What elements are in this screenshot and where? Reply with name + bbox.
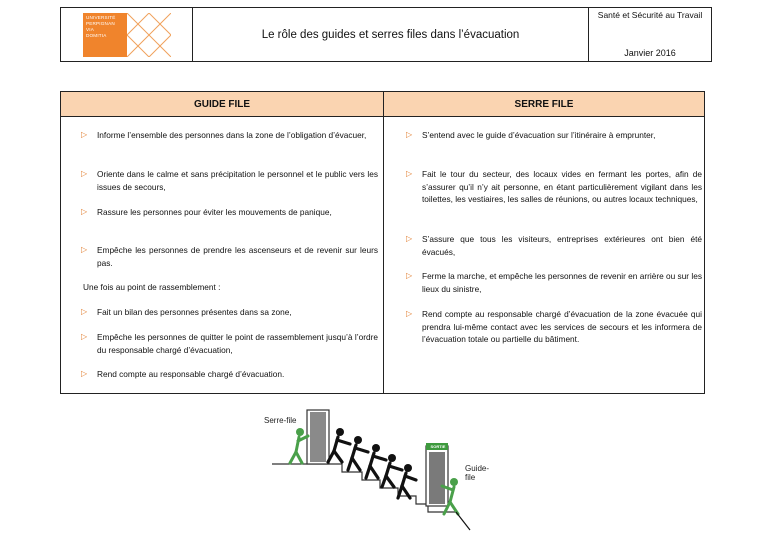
logo-line-3: VIA [86,27,95,32]
serre-item: Fait le tour du secteur, des locaux vides en fermant les portes, afin de s’assurer qu’il n’y ait personne, en étant particulièrement vigilant dans les toilettes, les vestiaires, les salles de réunions, ou autres locaux techniques, [422,169,702,204]
logo-line-1: UNIVERSITÉ [86,15,116,20]
date-label: Janvier 2016 [624,48,676,58]
serre-item: Rend compte au responsable chargé d’évacuation de la zone évacuée qui prendra lui-même contact avec les services de secours et les informera de l’évacuation totale ou partielle du bâtiment. [422,309,702,344]
triangle-bullet-icon: ▷ [406,271,413,280]
guide-assembly-item: Fait un bilan des personnes présentes dans sa zone, [97,307,292,317]
guide-item: Informe l’ensemble des personnes dans la zone de l’obligation d’évacuer, [97,130,367,140]
university-logo [83,13,127,57]
serre-item: Ferme la marche, et empêche les personnes de revenir en arrière ou sur les lieux du sinistre, [422,271,702,294]
assembly-label: Une fois au point de rassemblement : [83,282,221,292]
exit-sign: SORTIE [430,444,446,449]
serre-item: S’assure que tous les visiteurs, entreprises extérieures ont bien été évacués, [422,234,702,257]
guide-assembly-item: Empêche les personnes de quitter le point de rassemblement jusqu’à l’ordre du responsable chargé d’évacuation, [97,332,378,355]
guide-file-label: Guide-file [465,464,490,482]
guide-file-header: GUIDE FILE [61,92,384,116]
document-header [60,7,712,62]
serre-file-label: Serre-file [264,416,297,425]
triangle-bullet-icon: ▷ [81,369,88,378]
triangle-bullet-icon: ▷ [81,307,88,316]
serre-file-header: SERRE FILE [514,98,574,110]
logo-pattern-icon [127,13,171,57]
triangle-bullet-icon: ▷ [81,245,88,254]
logo-cell [61,8,193,61]
triangle-bullet-icon: ▷ [81,169,88,178]
triangle-bullet-icon: ▷ [81,130,88,139]
guide-assembly-item: Rend compte au responsable chargé d’évacuation. [97,369,285,379]
guide-item: Oriente dans le calme et sans précipitation le personnel et le public vers les issues de secours, [97,169,378,192]
triangle-bullet-icon: ▷ [406,169,413,178]
guide-file-column [61,117,384,394]
logo-line-4: DOMITIA [86,33,107,38]
triangle-bullet-icon: ▷ [81,207,88,216]
roles-table [60,91,705,394]
triangle-bullet-icon: ▷ [406,130,413,139]
serre-item: S’entend avec le guide d’évacuation sur l’itinéraire à emprunter, [422,130,656,140]
table-body [61,117,704,394]
triangle-bullet-icon: ▷ [406,309,413,318]
serre-file-column [384,117,704,394]
triangle-bullet-icon: ▷ [406,234,413,243]
people-figures-icon [258,402,488,540]
evacuation-illustration [258,402,488,540]
header-info [589,8,711,61]
department-label: Santé et Sécurité au Travail [597,10,703,20]
guide-item: Rassure les personnes pour éviter les mouvements de panique, [97,207,332,217]
triangle-bullet-icon: ▷ [81,332,88,341]
guide-item: Empêche les personnes de prendre les ascenseurs et de revenir sur leurs pas. [97,245,378,268]
logo-line-2: PERPIGNAN [86,21,115,26]
page-title: Le rôle des guides et serres files dans l’évacuation [193,8,589,61]
table-header-row [61,92,704,117]
